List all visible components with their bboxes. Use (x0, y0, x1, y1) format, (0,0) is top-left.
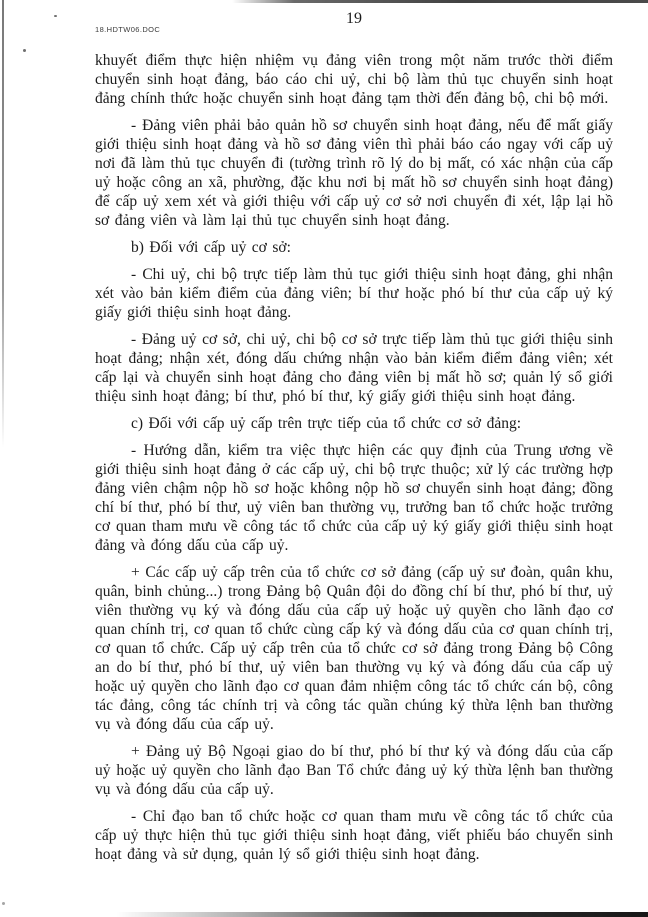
document-filename: 18.HDTW06.DOC (95, 25, 161, 34)
paragraph-dash-dang-uy-co-so: - Đảng uỷ cơ sở, chi uỷ, chi bộ cơ sở trực tiếp làm thủ tục giới thiệu sinh hoạt đảng; nhận xét, đóng dấu chứng nhận vào bản kiểm điểm đảng viên; xét cấp lại và chuyển sinh hoạt đảng cho đảng viên bị mất hồ sơ; quản lý sổ giới thiệu sinh hoạt đảng; bí thư, phó bí thư, ký giấy giới thiệu sinh hoạt đảng. (95, 331, 613, 405)
text-column (95, 51, 613, 872)
scan-artifact-bottom-edge (116, 912, 648, 917)
paragraph-heading-b: b) Đối với cấp uỷ cơ sở: (131, 239, 291, 256)
paragraph-dash-chi-dao-ban-to-chuc: - Chỉ đạo ban tổ chức hoặc cơ quan tham mưu về công tác tổ chức của cấp uỷ thực hiện thủ tục giới thiệu sinh hoạt đảng, viết phiếu báo chuyển sinh hoạt đảng và sử dụng, quản lý sổ giới thiệu sinh hoạt đảng. (95, 808, 613, 863)
scan-speck (2, 902, 5, 905)
paragraph-plus-cac-cap-uy-cap-tren: + Các cấp uỷ cấp trên của tổ chức cơ sở đảng (cấp uỷ sư đoàn, quân khu, quân, binh chủng...) trong Đảng bộ Quân đội do đồng chí bí thư, phó bí thư, uỷ viên thường vụ ký và đóng dấu của cấp uỷ hoặc uỷ quyền cho lãnh đạo cơ quan chính trị, cơ quan tổ chức cùng cấp ký và đóng dấu của cơ quan chính trị, cơ quan tổ chức. Cấp uỷ cấp trên của tổ chức cơ sở đảng trong Đảng bộ Công an do bí thư, phó bí thư, uỷ viên ban thường vụ ký và đóng dấu của cấp uỷ hoặc uỷ quyền cho lãnh đạo cơ quan đảm nhiệm công tác tổ chức cán bộ, công tác đảng, công tác chính trị và công tác quần chúng ký thừa lệnh ban thường vụ và đóng dấu của cấp uỷ. (95, 564, 613, 733)
scan-artifact-left-edge (2, 0, 4, 448)
page-number: 19 (346, 10, 362, 27)
paragraph-plus-dang-uy-bo-ngoai-giao: + Đảng uỷ Bộ Ngoại giao do bí thư, phó bí thư ký và đóng dấu của cấp uỷ hoặc uỷ quyền cho lãnh đạo Ban Tổ chức đảng uỷ ký thừa lệnh ban thường vụ và đóng dấu của cấp uỷ. (95, 743, 613, 798)
paragraph-dash-bao-quan-ho-so: - Đảng viên phải bảo quản hồ sơ chuyển sinh hoạt đảng, nếu để mất giấy giới thiệu sinh hoạt đảng và hồ sơ đảng viên thì phải báo cáo ngay với cấp uỷ nơi đã làm thủ tục chuyển đi (tường trình rõ lý do bị mất, có xác nhận của cấp uỷ hoặc công an xã, phường, đặc khu nơi bị mất hồ sơ chuyển sinh hoạt đảng) để cấp uỷ xem xét và giới thiệu với cấp uỷ cơ sở nơi chuyển đi xét, lập lại hồ sơ đảng viên và làm lại thủ tục chuyển sinh hoạt đảng. (95, 117, 613, 229)
scan-artifact-top-edge (232, 0, 648, 3)
paragraph-dash-chi-uy-chi-bo: - Chi uỷ, chi bộ trực tiếp làm thủ tục giới thiệu sinh hoạt đảng, ghi nhận xét vào bản kiểm điểm của đảng viên; bí thư hoặc phó bí thư của cấp uỷ ký giấy giới thiệu sinh hoạt đảng. (95, 266, 613, 321)
paragraph-continuation: khuyết điểm thực hiện nhiệm vụ đảng viên trong một năm trước thời điểm chuyển sinh hoạt đảng, báo cáo chi uỷ, chi bộ làm thủ tục chuyển sinh hoạt đảng chính thức hoặc chuyển sinh hoạt đảng tạm thời đến đảng bộ, chi bộ mới. (95, 52, 613, 107)
scan-speck (23, 49, 26, 52)
paragraph-dash-huong-dan-kiem-tra: - Hướng dẫn, kiểm tra việc thực hiện các quy định của Trung ương về giới thiệu sinh hoạt đảng ở các cấp uỷ, chi bộ trực thuộc; xử lý các trường hợp đảng viên chậm nộp hồ sơ hoặc không nộp hồ sơ chuyển sinh hoạt đảng; đồng chí bí thư, phó bí thư, uỷ viên ban thường vụ, trưởng ban tổ chức hoặc trưởng cơ quan tham mưu về công tác tổ chức của cấp uỷ ký giấy giới thiệu sinh hoạt đảng và đóng dấu của cấp uỷ. (95, 442, 613, 554)
paragraph-heading-c: c) Đối với cấp uỷ cấp trên trực tiếp của tổ chức cơ sở đảng: (131, 415, 522, 432)
scan-speck (54, 15, 57, 17)
